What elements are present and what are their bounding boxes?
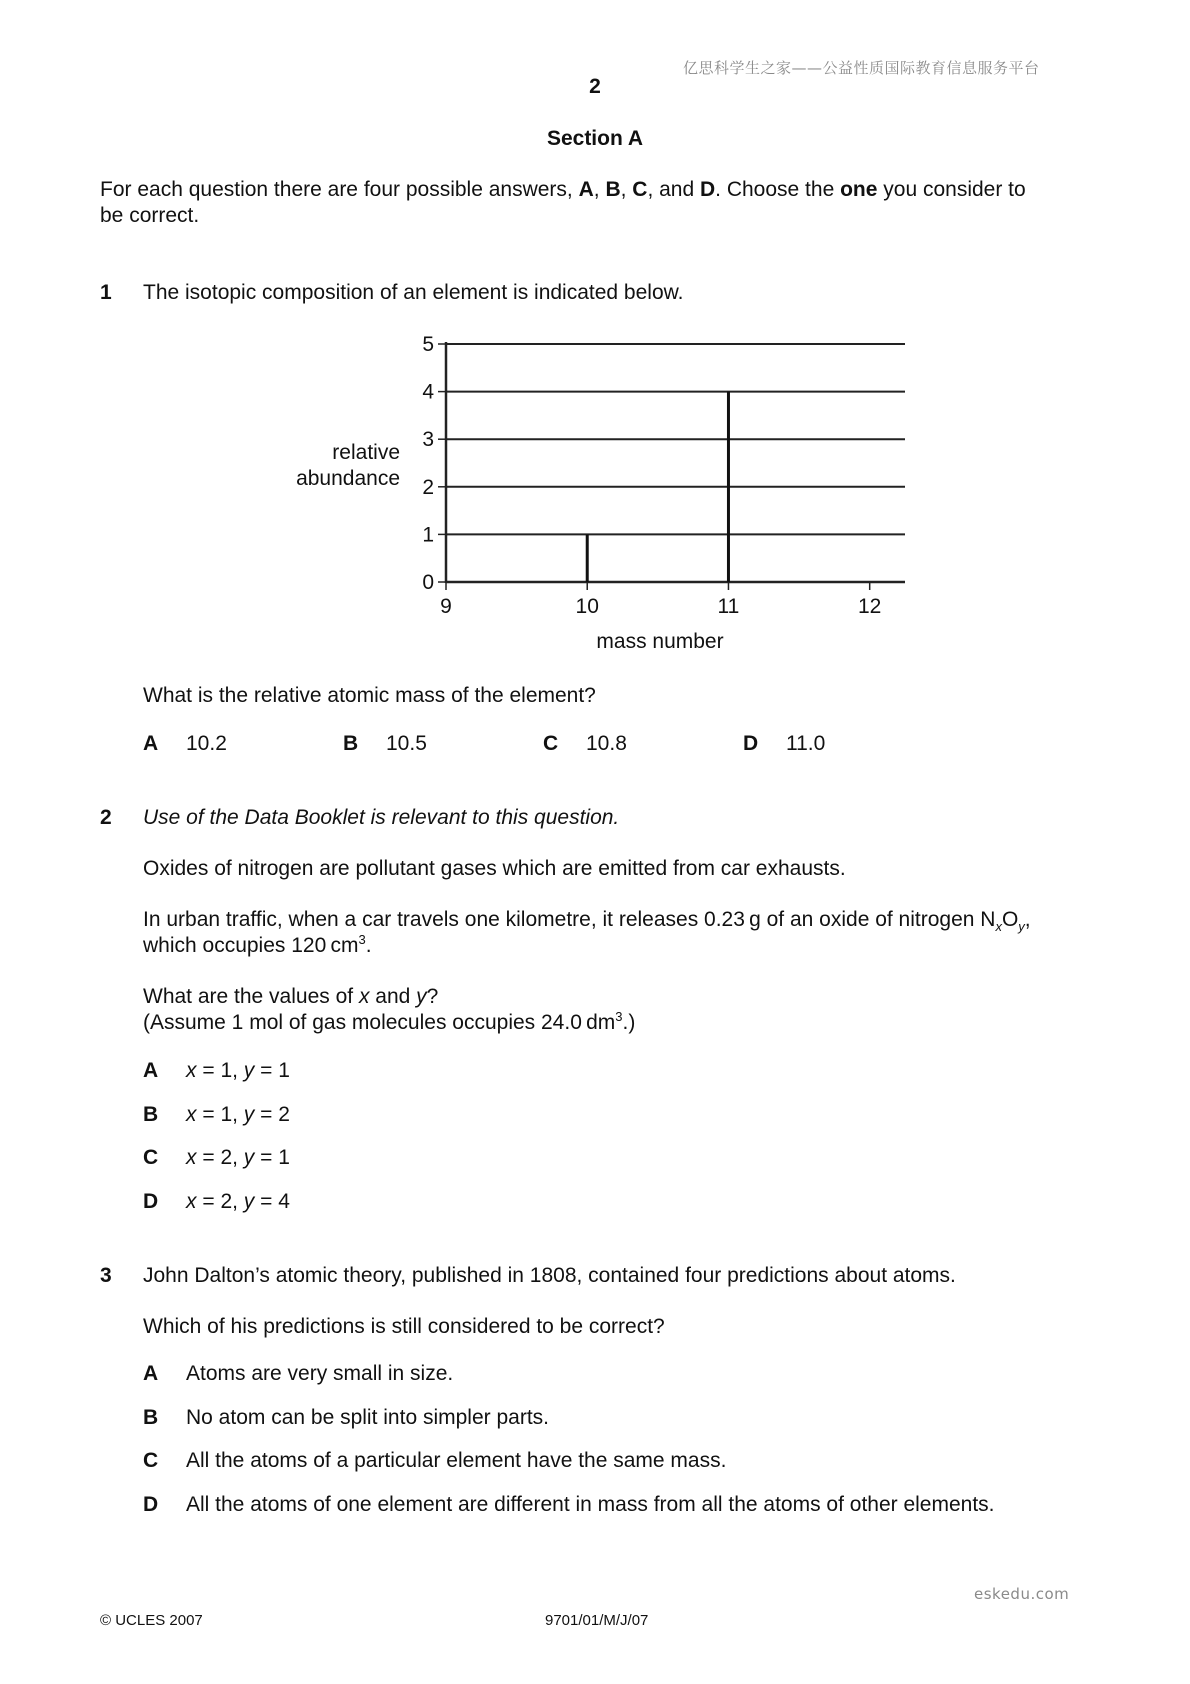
q3-option-a-text: Atoms are very small in size. bbox=[186, 1362, 454, 1385]
chart-ylabel-line1: relative bbox=[332, 441, 400, 464]
q2-option-c-letter: C bbox=[143, 1146, 159, 1169]
q1-option-a-text: 10.2 bbox=[186, 732, 227, 755]
page-number: 2 bbox=[589, 75, 601, 98]
question-2-assumption: (Assume 1 mol of gas molecules occupies 24.0 $dm^3$.) bbox=[143, 1009, 636, 1034]
question-2-p1: Oxides of nitrogen are pollutant gases which are emitted from car exhausts. bbox=[143, 857, 846, 880]
question-1-text: The isotopic composition of an element is indicated below. bbox=[143, 281, 684, 304]
question-3-number: 3 bbox=[100, 1264, 112, 1287]
y-tick-label-0: 0 bbox=[422, 571, 434, 594]
q2-option-a-letter: A bbox=[143, 1059, 159, 1082]
question-2-p2-line1: In urban traffic, when a car travels one kilometre, it releases 0.23 g of an oxide of nitrogen $N_xO_y$, bbox=[143, 908, 1031, 935]
q1-option-a-letter: A bbox=[143, 732, 159, 755]
y-tick-label-5: 5 bbox=[422, 333, 434, 356]
watermark-top: 亿思科学生之家——公益性质国际教育信息服务平台 bbox=[683, 59, 1040, 77]
chart-y-ticks bbox=[422, 333, 446, 594]
q3-option-d-letter: D bbox=[143, 1493, 159, 1516]
chart-grid bbox=[446, 344, 905, 534]
q3-option-c-letter: C bbox=[143, 1449, 159, 1472]
question-1-number: 1 bbox=[100, 281, 112, 304]
q1-option-b-text: 10.5 bbox=[386, 732, 427, 755]
q1-option-b-letter: B bbox=[343, 732, 359, 755]
q3-option-d-text: All the atoms of one element are different in mass from all the atoms of other elements. bbox=[186, 1493, 995, 1516]
watermark-bottom: eskedu.com bbox=[974, 1585, 1070, 1603]
question-2-prompt: What are the values of x and y? bbox=[143, 985, 439, 1008]
x-tick-label-10: 10 bbox=[575, 595, 599, 618]
question-3-text: John Dalton’s atomic theory, published in 1808, contained four predictions about atoms. bbox=[143, 1264, 956, 1287]
instructions-line1: For each question there are four possible answers, A, B, C, and D. Choose the one you consider to bbox=[100, 178, 1026, 201]
y-tick-label-1: 1 bbox=[422, 523, 434, 547]
section-title: Section A bbox=[546, 127, 644, 150]
x-tick-label-9: 9 bbox=[440, 595, 452, 618]
q1-option-d-text: 11.0 bbox=[786, 732, 826, 755]
q2-option-d-letter: D bbox=[143, 1190, 159, 1213]
q3-option-c-text: All the atoms of a particular element have the same mass. bbox=[186, 1449, 727, 1472]
y-tick-label-3: 3 bbox=[422, 428, 434, 452]
q1-option-c-text: 10.8 bbox=[586, 732, 627, 755]
q3-option-a-letter: A bbox=[143, 1362, 159, 1385]
footer-copyright: © UCLES 2007 bbox=[100, 1612, 203, 1629]
question-3-prompt: Which of his predictions is still considered to be correct? bbox=[143, 1315, 665, 1338]
x-tick-label-11: 11 bbox=[717, 595, 740, 618]
q3-option-b-text: No atom can be split into simpler parts. bbox=[186, 1406, 549, 1429]
q3-option-b-letter: B bbox=[143, 1406, 159, 1429]
question-2-p2-line2: which occupies 120 $cm^3$. bbox=[143, 932, 372, 957]
q2-option-c-text: x = 2, y = 1 bbox=[186, 1146, 290, 1169]
chart-ylabel-line2: abundance bbox=[296, 467, 400, 490]
chart-x-ticks bbox=[440, 582, 881, 618]
question-1-prompt: What is the relative atomic mass of the element? bbox=[143, 684, 596, 707]
q2-option-d-text: x = 2, y = 4 bbox=[186, 1190, 290, 1213]
y-tick-label-4: 4 bbox=[422, 380, 434, 404]
footer-code: 9701/01/M/J/07 bbox=[545, 1612, 649, 1629]
q1-option-d-letter: D bbox=[743, 732, 759, 755]
chart-xlabel: mass number bbox=[596, 630, 724, 653]
q2-option-b-text: x = 1, y = 2 bbox=[186, 1103, 290, 1126]
instructions-line2: be correct. bbox=[100, 204, 200, 227]
q2-option-a-text: x = 1, y = 1 bbox=[186, 1059, 290, 1082]
isotope-chart bbox=[0, 0, 1190, 700]
y-tick-label-2: 2 bbox=[422, 475, 434, 499]
chart-axes bbox=[446, 342, 905, 583]
question-2-intro: Use of the Data Booklet is relevant to this question. bbox=[143, 806, 620, 829]
q1-option-c-letter: C bbox=[543, 732, 559, 755]
question-2-number: 2 bbox=[100, 806, 112, 829]
x-tick-label-12: 12 bbox=[858, 595, 882, 618]
q2-option-b-letter: B bbox=[143, 1103, 159, 1126]
